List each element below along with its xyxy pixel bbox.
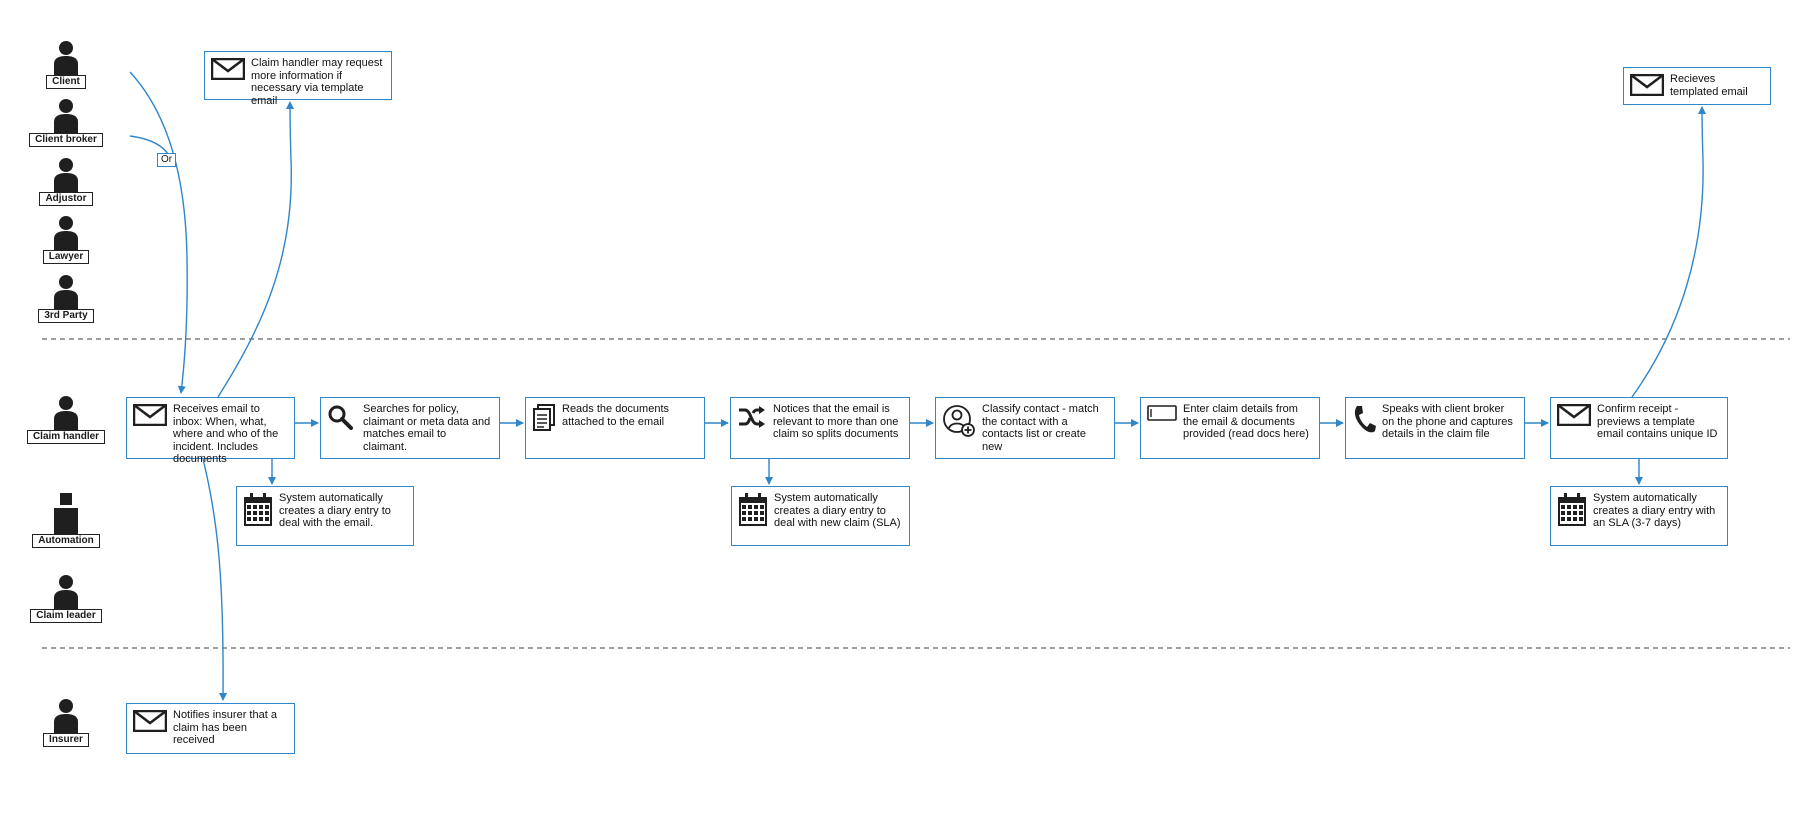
- connector-inbox-to-insurer: [203, 459, 223, 700]
- actor-client: [31, 40, 101, 89]
- step-split-docs: [730, 397, 910, 459]
- actor-label: Client broker: [29, 133, 103, 147]
- step-text: Recieves templated email: [1670, 73, 1748, 98]
- actor-lawyer: [31, 215, 101, 264]
- or-label: Or: [157, 153, 176, 167]
- connector-inbox-to-request-info: [218, 102, 291, 397]
- step-confirm-receipt: [1550, 397, 1728, 459]
- documents-icon: [532, 404, 556, 432]
- connector-confirm-to-templated: [1632, 107, 1703, 397]
- step-read-docs: [525, 397, 705, 459]
- shuffle-icon: [737, 404, 767, 430]
- envelope-icon: [1630, 74, 1664, 96]
- step-text: Reads the documents attached to the email: [562, 403, 670, 428]
- actor-label: Lawyer: [43, 250, 89, 264]
- person-icon: [53, 574, 79, 610]
- person-icon: [53, 98, 79, 134]
- actor-claim-leader: [31, 574, 101, 623]
- step-text: Confirm receipt - previews a template email contains unique ID: [1597, 403, 1718, 440]
- step-receive-email: [126, 397, 295, 465]
- add-contact-icon: [942, 404, 976, 438]
- actor-label: Claim handler: [27, 430, 105, 444]
- calendar-icon: [243, 493, 273, 527]
- actor-label: Client: [46, 75, 86, 89]
- step-text: Enter claim details from the email & documents provided (read docs here): [1183, 403, 1309, 440]
- step-text: Notices that the email is relevant to more than one claim so splits documents: [773, 403, 899, 440]
- person-icon: [53, 40, 79, 76]
- step-notify-insurer: [126, 703, 295, 754]
- search-icon: [327, 404, 357, 430]
- step-text: Searches for policy, claimant or meta data and matches email to claimant.: [363, 403, 491, 453]
- actor-label: Automation: [32, 534, 100, 548]
- actor-claim-handler: [31, 395, 101, 444]
- step-search-policy: [320, 397, 500, 459]
- step-text: System automatically creates a diary entry to deal with new claim (SLA): [774, 492, 901, 529]
- actor-label: Claim leader: [30, 609, 101, 623]
- actor-label: Adjustor: [39, 192, 92, 206]
- step-text: Claim handler may request more information if necessary via template email: [251, 57, 383, 107]
- step-diary-email: [236, 486, 414, 546]
- step-receive-templated: [1623, 67, 1771, 105]
- person-icon: [53, 157, 79, 193]
- person-icon: [53, 274, 79, 310]
- step-text: Notifies insurer that a claim has been received: [173, 709, 277, 746]
- calendar-icon: [738, 493, 768, 527]
- step-classify-contact: [935, 397, 1115, 459]
- actor-insurer: [31, 698, 101, 747]
- step-enter-details: [1140, 397, 1320, 459]
- step-text: Speaks with client broker on the phone and captures details in the claim file: [1382, 403, 1513, 440]
- step-text: System automatically creates a diary entry to deal with the email.: [279, 492, 391, 529]
- person-icon: [53, 698, 79, 734]
- envelope-icon: [1557, 404, 1591, 426]
- person-icon: [53, 215, 79, 251]
- actor-label: 3rd Party: [38, 309, 93, 323]
- actor-adjustor: [31, 157, 101, 206]
- actor-client-broker: [31, 98, 101, 147]
- step-request-info: [204, 51, 392, 107]
- step-diary-claim: [731, 486, 910, 546]
- step-speak-broker: [1345, 397, 1525, 459]
- envelope-icon: [133, 710, 167, 732]
- step-text: Receives email to inbox: When, what, where and who of the incident. Includes documents: [173, 403, 279, 465]
- actor-automation: [31, 493, 101, 548]
- connector-client-to-inbox: [130, 72, 187, 393]
- calendar-icon: [1557, 493, 1587, 527]
- input-field-icon: [1147, 404, 1177, 422]
- actor-label: Insurer: [43, 733, 89, 747]
- robot-icon: [53, 493, 79, 535]
- step-text: System automatically creates a diary entry with an SLA (3-7 days): [1593, 492, 1716, 529]
- phone-icon: [1352, 404, 1376, 434]
- step-text: Classify contact - match the contact with a contacts list or create new: [982, 403, 1099, 453]
- person-icon: [53, 395, 79, 431]
- envelope-icon: [211, 58, 245, 80]
- actor-third-party: [31, 274, 101, 323]
- step-diary-sla: [1550, 486, 1728, 546]
- envelope-icon: [133, 404, 167, 426]
